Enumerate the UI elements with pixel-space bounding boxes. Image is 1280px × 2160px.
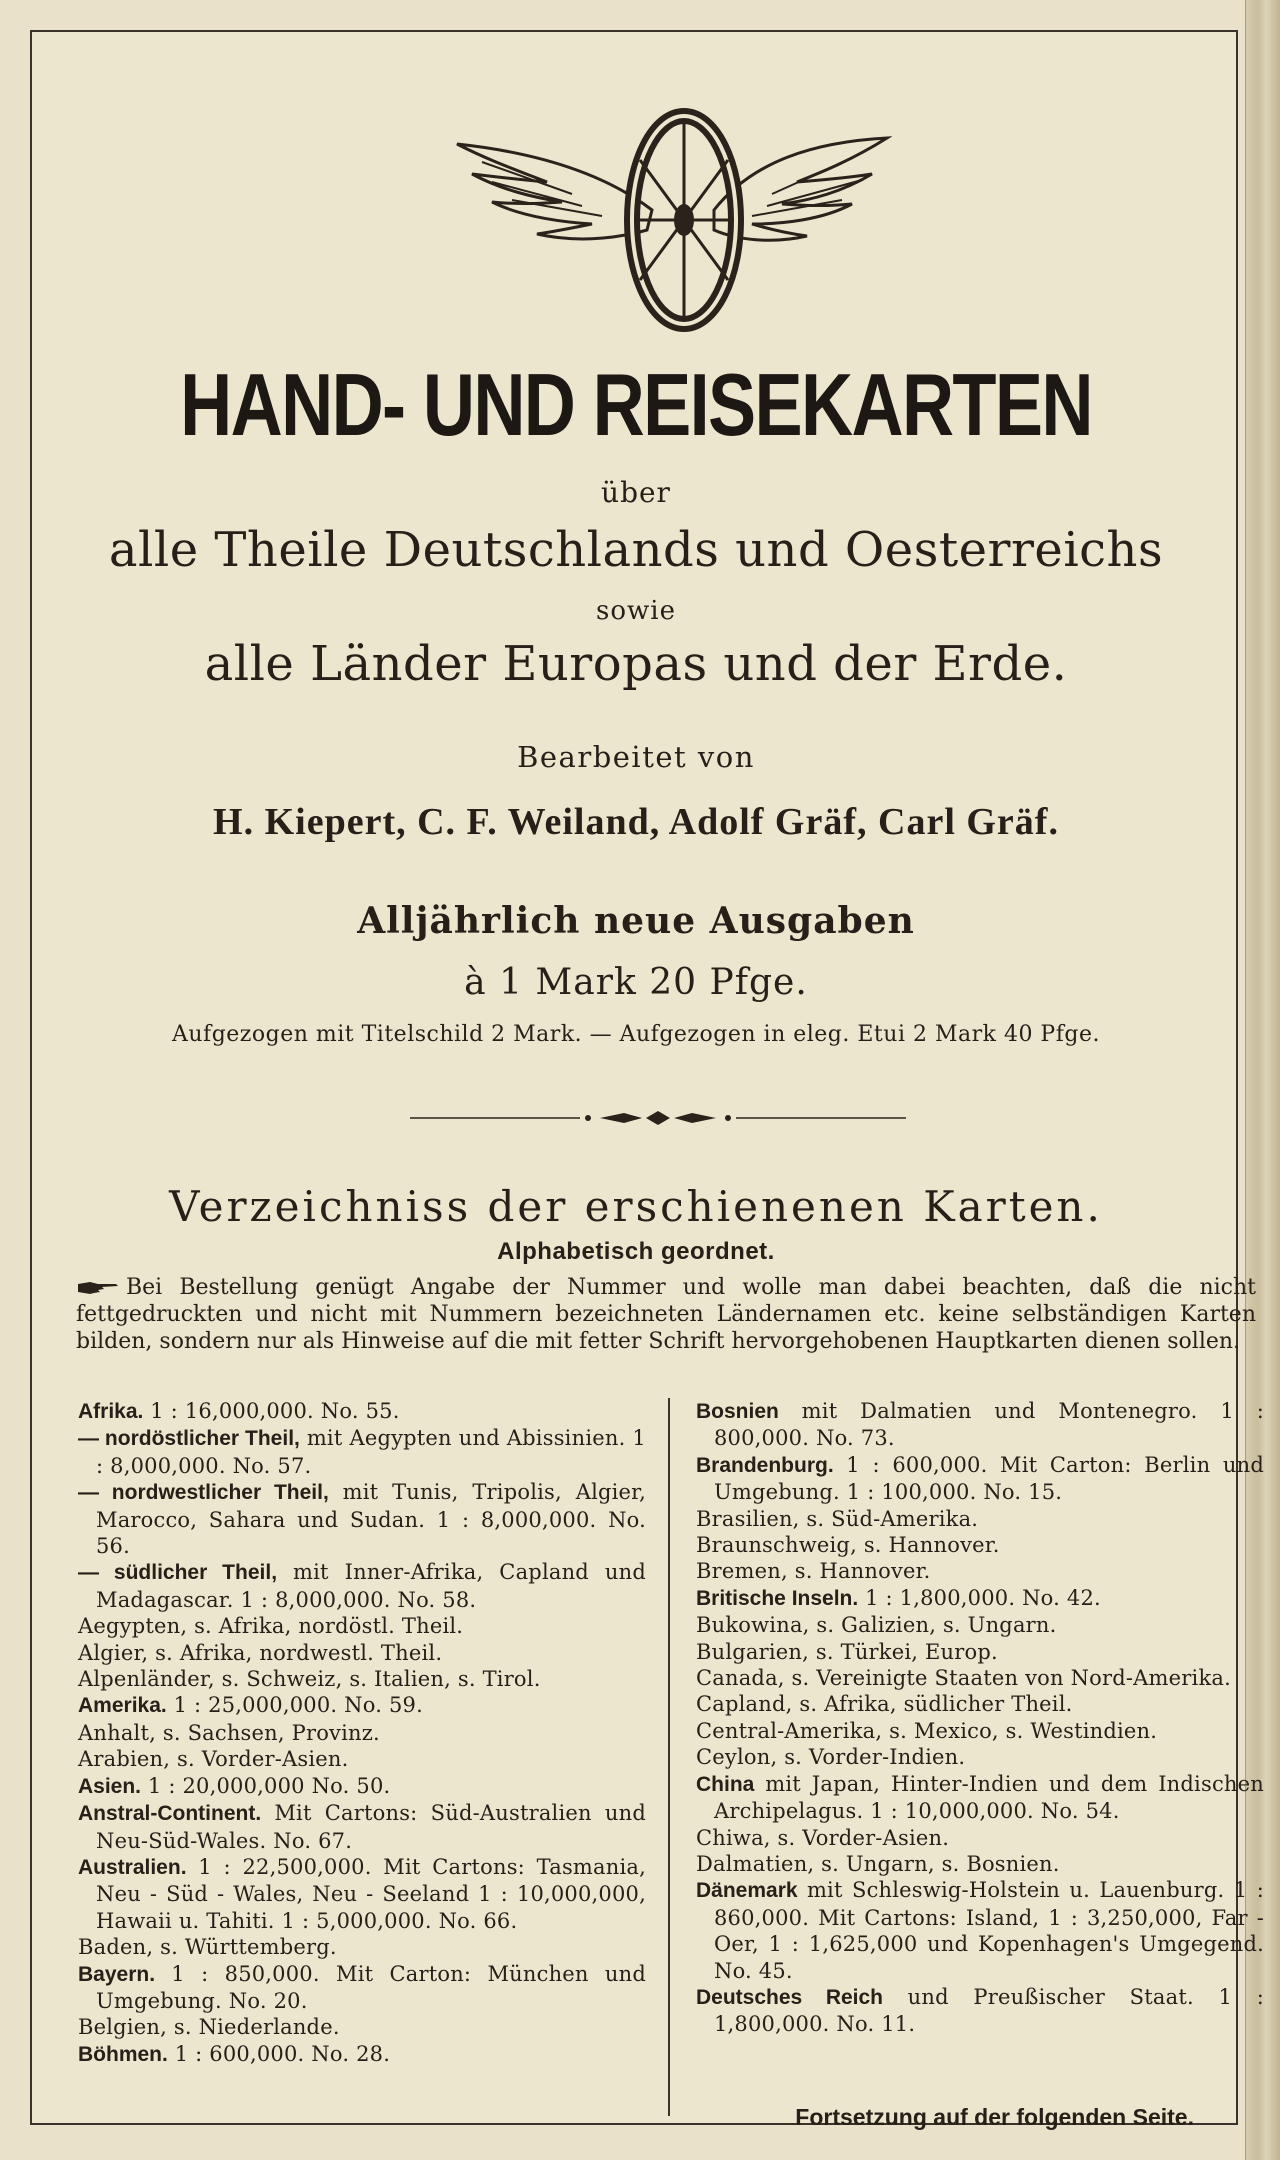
map-entry-details: 1 : 850,000. Mit Carton: München und Umgebung. No. 20.: [96, 1961, 646, 2013]
map-entry-title: China: [696, 1772, 755, 1796]
map-entry-details: Dalmatien, s. Ungarn, s. Bosnien.: [696, 1851, 1060, 1876]
map-entry: [78, 2014, 646, 2040]
map-entry-details: Brasilien, s. Süd-Amerika.: [696, 1506, 979, 1531]
map-entry: [696, 1585, 1264, 1612]
map-entry: [696, 1718, 1264, 1744]
map-entry: [78, 1854, 646, 1934]
map-entry-details: 1 : 1,800,000. No. 42.: [858, 1585, 1101, 1610]
map-entry: [78, 1398, 646, 1425]
map-entry-details: Arabien, s. Vorder-Asien.: [78, 1747, 349, 1772]
map-entry-title: Dänemark: [696, 1879, 798, 1903]
map-entry-title: Anstral-Continent.: [78, 1802, 262, 1826]
sowie-line: sowie: [596, 596, 676, 626]
winged-wheel-logo: [452, 102, 892, 334]
map-entry-details: 1 : 600,000. Mit Carton: Berlin und Umgebung. 1 : 100,000. No. 15.: [714, 1452, 1264, 1505]
column-divider: [668, 1398, 670, 2116]
map-entry: [78, 1479, 646, 1559]
uber-line: über: [601, 476, 671, 509]
map-entry: [78, 1800, 646, 1854]
map-entry-title: Australien.: [78, 1855, 187, 1879]
pointing-hand-icon: [76, 1280, 120, 1296]
map-entry-details: 1 : 16,000,000. No. 55.: [143, 1399, 400, 1423]
main-title: HAND- UND REISEKARTEN: [180, 355, 1092, 454]
ordering-note: [76, 1274, 1256, 1355]
map-entry: [78, 1720, 646, 1746]
index-subtitle: Alphabetisch geordnet.: [497, 1238, 775, 1265]
map-list-right-column: [696, 1398, 1264, 2038]
map-entry-title: Deutsches Reich: [696, 1985, 884, 2009]
map-entry: [78, 1559, 646, 1613]
map-entry: [696, 1984, 1264, 2038]
map-entry-details: Chiwa, s. Vorder-Asien.: [696, 1825, 950, 1850]
map-entry-title: Bayern.: [78, 1962, 156, 1986]
map-entry-details: Algier, s. Afrika, nordwestl. Theil.: [78, 1640, 443, 1665]
map-entry-details: Anhalt, s. Sachsen, Provinz.: [78, 1720, 380, 1745]
authors-line: H. Kiepert, C. F. Weiland, Adolf Gräf, Carl Gräf.: [213, 801, 1059, 843]
map-entry: [696, 1506, 1264, 1532]
map-entry-details: mit Dalmatien und Montenegro. 1 : 800,000. No. 73.: [714, 1399, 1264, 1451]
map-entry-title: Brandenburg.: [696, 1453, 834, 1477]
map-entry-title: — nordöstlicher Theil,: [78, 1427, 300, 1451]
map-entry-details: Mit Cartons: Süd-Australien und Neu-Süd-Wales. No. 67.: [96, 1801, 646, 1853]
map-entry-title: — südlicher Theil,: [78, 1561, 278, 1585]
map-entry-title: Britische Inseln.: [696, 1586, 859, 1610]
map-entry: [78, 1961, 646, 2015]
map-entry-details: Braunschweig, s. Hannover.: [696, 1533, 1000, 1558]
map-entry-title: Afrika.: [78, 1400, 144, 1423]
map-entry-details: mit Japan, Hinter-Indien und dem Indischen Archipelagus. 1 : 10,000,000. No. 54.: [714, 1771, 1264, 1824]
map-entry: [696, 1744, 1264, 1770]
map-entry: [696, 1558, 1264, 1584]
map-entry: [78, 1773, 646, 1800]
index-title: Verzeichniss der erschienenen Karten.: [169, 1182, 1103, 1231]
map-entry-details: Bukowina, s. Galizien, s. Ungarn.: [696, 1613, 1057, 1638]
map-entry-details: Capland, s. Afrika, südlicher Theil.: [696, 1692, 1073, 1717]
map-entry: [696, 1851, 1264, 1877]
map-entry: [78, 2041, 646, 2068]
map-entry: [696, 1612, 1264, 1638]
map-entry-details: mit Tunis, Tripolis, Algier, Marocco, Sahara und Sudan. 1 : 8,000,000. No. 56.: [96, 1480, 646, 1559]
map-entry-details: mit Aegypten und Abissinien. 1 : 8,000,000. No. 57.: [96, 1426, 646, 1478]
map-entry: [78, 1934, 646, 1960]
map-entry-details: Canada, s. Vereinigte Staaten von Nord-Amerika.: [696, 1666, 1231, 1691]
map-entry-details: 1 : 25,000,000. No. 59.: [166, 1693, 423, 1718]
map-entry-details: Alpenländer, s. Schweiz, s. Italien, s. Tirol.: [78, 1667, 541, 1692]
map-entry-title: Böhmen.: [78, 2042, 168, 2066]
map-list-left-column: [78, 1398, 646, 2068]
map-entry: [696, 1639, 1264, 1665]
mounted-price-line: Aufgezogen mit Titelschild 2 Mark. — Aufgezogen in eleg. Etui 2 Mark 40 Pfge.: [172, 1022, 1100, 1047]
ordering-note-text: Bei Bestellung genügt Angabe der Nummer und wolle man dabei beachten, daß die nicht fettgedruckten und nicht mit Nummern bezeichneten Ländernamen etc. keine selbständigen Karten bilden, sondern nur als Hinweise auf die mit fetter Schrift hervorgehobenen Hauptkarten dienen sollen.: [76, 1275, 1256, 1354]
map-entry-title: Amerika.: [78, 1694, 167, 1718]
map-entry: [696, 1398, 1264, 1452]
continuation-note: Fortsetzung auf der folgenden Seite.: [795, 2104, 1194, 2130]
map-entry-details: Baden, s. Württemberg.: [78, 1935, 337, 1960]
map-entry-details: Bremen, s. Hannover.: [696, 1559, 931, 1584]
map-entry-details: Bulgarien, s. Türkei, Europ.: [696, 1639, 998, 1664]
page-frame: [30, 30, 1264, 2130]
annual-editions-line: Alljährlich neue Ausgaben: [357, 900, 915, 942]
map-entry: [78, 1692, 646, 1719]
ornament-divider: [410, 1106, 906, 1130]
map-entry-details: 1 : 20,000,000 No. 50.: [141, 1773, 391, 1798]
map-entry-details: Central-Amerika, s. Mexico, s. Westindien.: [696, 1718, 1158, 1743]
map-entry: [78, 1666, 646, 1692]
map-entry-details: Aegypten, s. Afrika, nordöstl. Theil.: [78, 1614, 464, 1639]
map-entry-details: 1 : 22,500,000. Mit Cartons: Tasmania, Neu - Süd - Wales, Neu - Seeland 1 : 10,000,000, Hawaii u. Tahiti. 1 : 5,000,000. No. 66.: [96, 1854, 646, 1933]
map-entry-details: und Preußischer Staat. 1 : 1,800,000. No. 11.: [714, 1984, 1264, 2037]
map-entry: [696, 1877, 1264, 1984]
price-line: à 1 Mark 20 Pfge.: [464, 962, 808, 1003]
map-entry: [696, 1532, 1264, 1558]
map-entry-details: Belgien, s. Niederlande.: [78, 2015, 340, 2040]
map-entry: [78, 1425, 646, 1479]
map-entry-details: mit Schleswig-Holstein u. Lauenburg. 1 : 860,000. Mit Cartons: Island, 1 : 3,250,000, Far - Oer, 1 : 1,625,000 und Kopenhagen's Umgegend. No. 45.: [714, 1878, 1264, 1983]
map-entry: [696, 1691, 1264, 1717]
map-entry: [78, 1613, 646, 1639]
map-entry-title: Bosnien: [696, 1400, 779, 1423]
map-entry-details: Ceylon, s. Vorder-Indien.: [696, 1745, 966, 1770]
subtitle-line-2: alle Länder Europas und der Erde.: [204, 636, 1068, 692]
map-entry: [78, 1640, 646, 1666]
map-entry-title: Asien.: [78, 1774, 142, 1798]
map-entry-details: 1 : 600,000. No. 28.: [167, 2041, 391, 2066]
map-entry: [696, 1825, 1264, 1851]
map-entry: [696, 1665, 1264, 1691]
subtitle-line-1: alle Theile Deutschlands und Oesterreichs: [108, 522, 1164, 578]
edited-by-line: Bearbeitet von: [517, 740, 755, 774]
map-entry-title: — nordwestlicher Theil,: [78, 1481, 329, 1505]
map-entry: [78, 1746, 646, 1772]
map-entry-details: mit Inner-Afrika, Capland und Madagascar. 1 : 8,000,000. No. 58.: [96, 1560, 646, 1612]
map-entry: [696, 1452, 1264, 1506]
map-entry: [696, 1771, 1264, 1825]
